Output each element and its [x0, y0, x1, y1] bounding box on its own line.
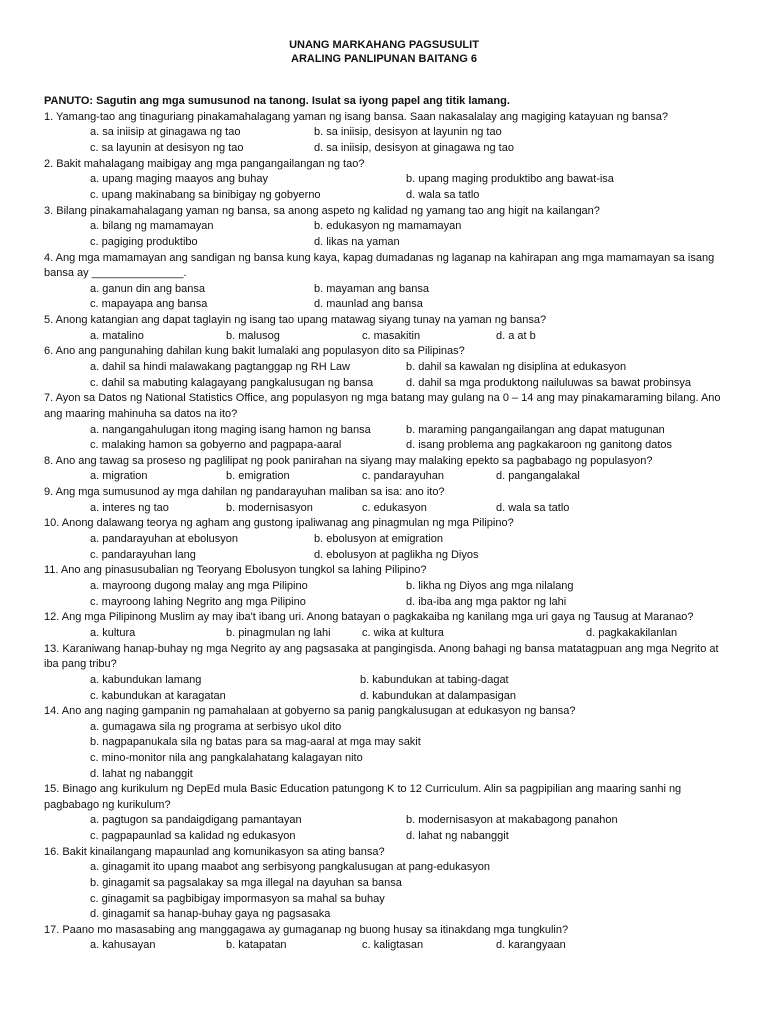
answer-option-row — [90, 282, 734, 298]
answer-option: b. kabundukan at tabing-dagat — [360, 673, 509, 686]
question-9 — [44, 485, 734, 516]
answer-options — [90, 125, 734, 156]
answer-option: b. likha ng Diyos ang mga nilalang — [406, 580, 574, 592]
answer-option: a. mayroong dugong malay ang mga Pilipino — [90, 580, 308, 592]
answer-option-row — [90, 469, 734, 485]
answer-option: c. malaking hamon sa gobyerno and pagpapa-aaral — [90, 439, 342, 452]
answer-option: d. maunlad ang bansa — [314, 298, 423, 311]
answer-option: c. pandarayuhan lang — [90, 548, 196, 561]
answer-option: a. bilang ng mamamayan — [90, 220, 214, 233]
answer-option: d. pagkakakilanlan — [586, 626, 678, 639]
answer-option: c. masakitin — [362, 329, 421, 342]
answer-option: b. katapatan — [226, 939, 287, 952]
question-text: 17. Paano mo masasabing ang manggagawa ay gumaganap ng buong husay sa itinakdang mga tungkulin? — [44, 923, 569, 936]
question-4 — [44, 251, 734, 314]
answer-options — [90, 626, 734, 642]
question-text: 5. Anong katangian ang dapat taglayin ng isang tao upang matawag siyang tunay na yaman ng bansa? — [44, 314, 547, 327]
answer-options — [90, 813, 734, 844]
question-text: 9. Ang mga sumusunod ay mga dahilan ng pandarayuhan maliban sa isa: ano ito? — [44, 486, 445, 499]
answer-option-row — [90, 376, 734, 392]
answer-option: c. mino-monitor nila ang pangkalahatang kalagayan nito — [90, 752, 363, 764]
answer-option-row — [90, 438, 734, 454]
answer-option: d. karangyaan — [496, 939, 566, 952]
answer-option: b. dahil sa kawalan ng disiplina at edukasyon — [406, 360, 627, 373]
question-text: 2. Bakit mahalagang maibigay ang mga pangangailangan ng tao? — [44, 157, 365, 170]
answer-option-row — [90, 219, 734, 235]
answer-option: d. pangangalakal — [496, 470, 580, 483]
answer-option: b. mayaman ang bansa — [314, 282, 429, 295]
answer-option: b. malusog — [226, 329, 280, 342]
answer-option: d. lahat ng nabanggit — [406, 830, 509, 843]
question-text: 16. Bakit kinailangang mapaunlad ang komunikasyon sa ating bansa? — [44, 845, 385, 858]
exam-content — [44, 94, 734, 954]
answer-option: a. kultura — [90, 626, 136, 639]
answer-options — [90, 501, 734, 517]
answer-option: d. kabundukan at dalampasigan — [360, 689, 516, 702]
answer-option-row — [90, 829, 734, 845]
exam-title: UNANG MARKAHANG PAGSUSULIT — [289, 39, 479, 51]
answer-option: d. dahil sa mga produktong nailuluwas sa bawat probinsya — [406, 376, 691, 389]
answer-option: c. kaligtasan — [362, 939, 424, 952]
question-11 — [44, 563, 734, 610]
answer-option: a. interes ng tao — [90, 501, 169, 514]
answer-option-row — [90, 329, 734, 345]
answer-option: a. kabundukan lamang — [90, 673, 202, 686]
question-15 — [44, 782, 734, 845]
answer-options — [90, 219, 734, 250]
answer-option: c. edukasyon — [362, 501, 427, 514]
question-text: 12. Ang mga Pilipinong Muslim ay may iba't ibang uri. Anong batayan o pagkakaiba ng kanilang mga uri gaya ng Tausug at Maranao? — [44, 611, 694, 624]
answer-option-row — [90, 548, 734, 564]
question-text: 3. Bilang pinakamahalagang yaman ng bansa, sa anong aspeto ng kalidad ng yamang tao ang higit na kailangan? — [44, 204, 600, 217]
answer-option: d. lahat ng nabanggit — [90, 767, 193, 780]
question-2 — [44, 157, 734, 204]
question-10 — [44, 516, 734, 563]
answer-option: d. wala sa tatlo — [406, 188, 480, 201]
answer-option: c. wika at kultura — [362, 626, 444, 639]
question-text: 11. Ano ang pinasusubalian ng Teoryang Ebolusyon tungkol sa lahing Pilipino? — [44, 564, 427, 577]
answer-option: a. migration — [90, 470, 148, 483]
answer-option-row — [90, 626, 734, 642]
answer-option: d. iba-iba ang mga paktor ng lahi — [406, 595, 567, 608]
answer-options — [90, 423, 734, 454]
answer-option: a. sa iniisip at ginagawa ng tao — [90, 126, 241, 139]
question-14 — [44, 704, 734, 782]
answer-option-row — [90, 689, 734, 705]
instructions: PANUTO: Sagutin ang mga sumusunod na tanong. Isulat sa iyong papel ang titik lamang. — [44, 95, 510, 107]
answer-option: c. upang makinabang sa binibigay ng gobyerno — [90, 188, 321, 201]
answer-option: a. pandarayuhan at ebolusyon — [90, 533, 239, 546]
answer-option: d. a at b — [496, 329, 536, 342]
answer-options — [90, 360, 734, 391]
answer-option: d. sa iniisip, desisyon at ginagawa ng tao — [314, 141, 514, 154]
question-16 — [44, 845, 734, 923]
exam-subtitle: ARALING PANLIPUNAN BAITANG 6 — [291, 53, 477, 65]
answer-option: c. mayroong lahing Negrito ang mga Pilipino — [90, 595, 306, 608]
question-list — [44, 110, 734, 954]
answer-option: a. pagtugon sa pandaigdigang pamantayan — [90, 814, 302, 827]
answer-option-row — [90, 532, 734, 548]
answer-option-row — [90, 938, 734, 954]
question-text: 13. Karaniwang hanap-buhay ng mga Negrito ay ang pagsasaka at pangingisda. Anong bahagi ng bansa matatagpuan ang mga Negrito at iba pang tribu? — [44, 642, 719, 671]
answer-option: c. pagiging produktibo — [90, 235, 198, 248]
question-5 — [44, 313, 734, 344]
answer-option: b. sa iniisip, desisyon at layunin ng tao — [314, 126, 502, 139]
answer-option: a. dahil sa hindi malawakang pagtanggap ng RH Law — [90, 360, 350, 373]
answer-options — [90, 938, 734, 954]
question-text: 10. Anong dalawang teorya ng agham ang gustong ipaliwanag ang pinagmulan ng mga Pilipino? — [44, 517, 514, 530]
answer-option: c. mapayapa ang bansa — [90, 298, 208, 311]
question-8 — [44, 454, 734, 485]
answer-option: b. maraming pangangailangan ang dapat matugunan — [406, 423, 665, 436]
answer-option: a. kahusayan — [90, 939, 156, 952]
answer-options — [90, 720, 734, 782]
answer-option-row — [90, 125, 734, 141]
answer-options — [90, 579, 734, 610]
answer-option: b. modernisasyon — [226, 501, 313, 514]
answer-option-row — [90, 297, 734, 313]
answer-option-row — [90, 595, 734, 611]
answer-option: a. gumagawa sila ng programa at serbisyo ukol dito — [90, 720, 342, 733]
answer-option-row — [90, 141, 734, 157]
answer-option: b. pinagmulan ng lahi — [226, 626, 331, 639]
answer-option: c. pagpapaunlad sa kalidad ng edukasyon — [90, 830, 296, 843]
answer-option: c. pandarayuhan — [362, 470, 444, 483]
answer-option-row — [90, 579, 734, 595]
question-6 — [44, 344, 734, 391]
question-3 — [44, 204, 734, 251]
answer-option: a. ganun din ang bansa — [90, 282, 205, 295]
answer-option: a. nangangahulugan itong maging isang hamon ng bansa — [90, 423, 371, 436]
answer-option: b. edukasyon ng mamamayan — [314, 220, 462, 233]
answer-option: d. isang problema ang pagkakaroon ng ganitong datos — [406, 439, 673, 452]
question-text: 4. Ang mga mamamayan ang sandigan ng bansa kung kaya, kapag dumadanas ng laganap na kahirapan ang mga mamamayan sa isang bansa ay _______________. — [44, 251, 715, 280]
answer-option: b. upang maging produktibo ang bawat-isa — [406, 173, 614, 186]
answer-options — [90, 282, 734, 313]
answer-options — [90, 172, 734, 203]
exam-header — [0, 38, 768, 66]
answer-option: d. ebolusyon at paglikha ng Diyos — [314, 548, 479, 561]
answer-option-row — [90, 235, 734, 251]
question-text: 8. Ano ang tawag sa proseso ng paglilipat ng pook panirahan na siyang may malaking epekto sa pagbabago ng populasyon? — [44, 454, 653, 467]
question-text: 1. Yamang-tao ang tinaguriang pinakamahalagang yaman ng isang bansa. Saan nakasalalay ang magiging katayuan ng bansa? — [44, 110, 668, 123]
answer-option-row — [90, 813, 734, 829]
question-12 — [44, 610, 734, 641]
question-17 — [44, 923, 734, 954]
answer-option: a. upang maging maayos ang buhay — [90, 173, 268, 186]
answer-option-row — [90, 172, 734, 188]
question-7 — [44, 391, 734, 454]
answer-option: a. ginagamit ito upang maabot ang serbisyong pangkalusugan at pang-edukasyon — [90, 861, 490, 874]
answer-option: d. ginagamit sa hanap-buhay gaya ng pagsasaka — [90, 908, 331, 921]
answer-option: b. nagpapanukala sila ng batas para sa mag-aaral at mga may sakit — [90, 736, 421, 749]
answer-option-row — [90, 423, 734, 439]
answer-option: a. matalino — [90, 329, 144, 342]
answer-options — [90, 469, 734, 485]
answer-option: c. kabundukan at karagatan — [90, 689, 226, 702]
answer-option: c. dahil sa mabuting kalagayang pangkalusugan ng bansa — [90, 376, 374, 389]
answer-option: c. ginagamit sa pagbibigay impormasyon sa mahal sa buhay — [90, 892, 385, 905]
answer-option: c. sa layunin at desisyon ng tao — [90, 141, 244, 154]
answer-option-row — [90, 188, 734, 204]
answer-option-row — [90, 360, 734, 376]
answer-options — [90, 860, 734, 922]
answer-option: b. emigration — [226, 470, 290, 483]
answer-options — [90, 329, 734, 345]
question-1 — [44, 110, 734, 157]
answer-option: b. modernisasyon at makabagong panahon — [406, 814, 618, 827]
answer-option: b. ebolusyon at emigration — [314, 533, 444, 546]
answer-options — [90, 532, 734, 563]
question-text: 7. Ayon sa Datos ng National Statistics Office, ang populasyon ng mga batang may gulang na 0 – 14 ang may pinakamaraming bilang. Ano ang maaring mahinuha sa datos na ito? — [44, 392, 721, 420]
question-text: 14. Ano ang naging gampanin ng pamahalaan at gobyerno sa panig pangkalusugan at edukasyon ng bansa? — [44, 705, 576, 718]
answer-option-row — [90, 673, 734, 689]
answer-option: d. wala sa tatlo — [496, 501, 570, 514]
answer-option: b. ginagamit sa pagsalakay sa mga illegal na dayuhan sa bansa — [90, 876, 402, 889]
answer-option-row — [90, 501, 734, 517]
answer-options — [90, 673, 734, 704]
answer-option: d. likas na yaman — [314, 235, 400, 248]
question-text: 15. Binago ang kurikulum ng DepEd mula Basic Education patungong K to 12 Curriculum. Alin sa pagpipilian ang maaring sanhi ng pagbabago ng kurikulum? — [44, 783, 682, 811]
question-text: 6. Ano ang pangunahing dahilan kung bakit lumalaki ang populasyon dito sa Pilipinas? — [44, 345, 465, 358]
question-13 — [44, 642, 734, 705]
